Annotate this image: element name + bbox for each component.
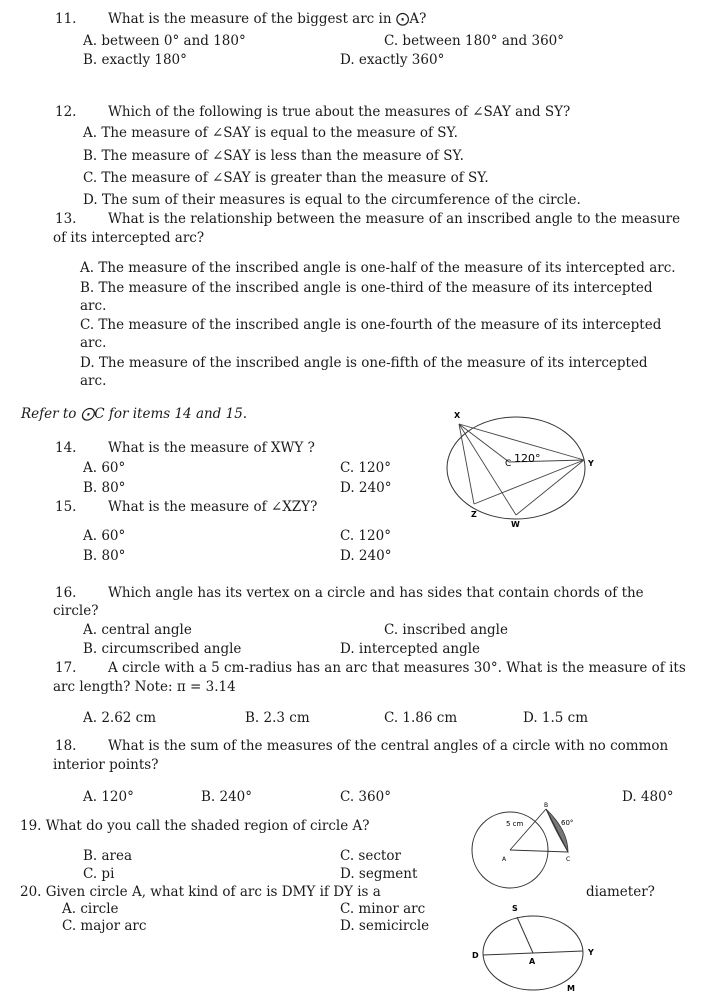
q16-option-a[interactable]: A. central angle xyxy=(83,622,192,638)
q13-number: 13. xyxy=(55,211,77,227)
q16-option-d[interactable]: D. intercepted angle xyxy=(340,641,481,657)
circle-a-diameter-figure xyxy=(465,898,605,998)
q18-question-line2: interior points? xyxy=(53,757,159,773)
q17-number: 17. xyxy=(55,660,77,676)
q18-question-line1: What is the sum of the measures of the central angles of a circle with no common xyxy=(108,738,669,754)
q12-option-a[interactable]: A. The measure of ∠SAY is equal to the measure of SY. xyxy=(83,125,458,141)
q13-question-line1: What is the relationship between the measure of an inscribed angle to the measure xyxy=(108,211,681,227)
q16-number: 16. xyxy=(55,585,77,601)
q11-option-c[interactable]: C. between 180° and 360° xyxy=(384,33,565,49)
radius-as xyxy=(517,917,533,953)
q12-option-d[interactable]: D. The sum of their measures is equal to the circumference of the circle. xyxy=(83,192,581,208)
label-5cm: 5 cm xyxy=(506,820,524,828)
q15-option-b[interactable]: B. 80° xyxy=(83,548,126,564)
radius-ac xyxy=(510,850,568,852)
q13-question-line2: of its intercepted arc? xyxy=(53,230,205,246)
q16-question-line2: circle? xyxy=(53,603,99,619)
q15-option-a[interactable]: A. 60° xyxy=(83,528,126,544)
label-c: C xyxy=(505,459,512,469)
q18-option-b[interactable]: B. 240° xyxy=(201,789,253,805)
label-a: A xyxy=(529,957,536,966)
q18-option-a[interactable]: A. 120° xyxy=(83,789,134,805)
q17-question-line1: A circle with a 5 cm-radius has an arc that measures 30°. What is the measure of its xyxy=(108,660,686,676)
q12-option-c[interactable]: C. The measure of ∠SAY is greater than the measure of SY. xyxy=(83,170,489,186)
q11-question: What is the measure of the biggest arc in ⨀A? xyxy=(108,11,427,27)
q13-option-a[interactable]: A. The measure of the inscribed angle is one-half of the measure of its intercepted arc. xyxy=(80,260,676,276)
chord-zy xyxy=(474,460,584,504)
radius-ab xyxy=(510,809,546,850)
q13-option-c-line2[interactable]: arc. xyxy=(80,335,107,351)
label-x: X xyxy=(454,411,461,420)
q19-option-c-pi[interactable]: C. pi xyxy=(83,866,115,882)
q15-option-d[interactable]: D. 240° xyxy=(340,548,392,564)
label-angle-120: 120° xyxy=(514,452,541,465)
q20-question-line1: 20. Given circle A, what kind of arc is DMY if DY is a xyxy=(20,884,381,900)
q17-option-a[interactable]: A. 2.62 cm xyxy=(83,710,157,726)
q13-option-d-line1[interactable]: D. The measure of the inscribed angle is one-fifth of the measure of its intercepted xyxy=(80,355,648,371)
q11-option-b[interactable]: B. exactly 180° xyxy=(83,52,187,68)
q18-option-d[interactable]: D. 480° xyxy=(622,789,674,805)
q14-option-d[interactable]: D. 240° xyxy=(340,480,392,496)
label-60: 60° xyxy=(561,819,574,827)
q14-option-a[interactable]: A. 60° xyxy=(83,460,126,476)
q11-option-d[interactable]: D. exactly 360° xyxy=(340,52,445,68)
q17-option-b[interactable]: B. 2.3 cm xyxy=(245,710,310,726)
q20-option-c-minor[interactable]: C. minor arc xyxy=(340,901,426,917)
q19-option-c-sector[interactable]: C. sector xyxy=(340,848,401,864)
q19-option-d[interactable]: D. segment xyxy=(340,866,418,882)
q15-option-c[interactable]: C. 120° xyxy=(340,528,391,544)
q15-number: 15. xyxy=(55,499,77,515)
q12-question: Which of the following is true about the measures of ∠SAY and SY? xyxy=(108,104,571,120)
q12-number: 12. xyxy=(55,104,77,120)
label-y: Y xyxy=(588,459,594,468)
label-b: B xyxy=(544,802,549,809)
q16-question-line1: Which angle has its vertex on a circle and has sides that contain chords of the xyxy=(108,585,644,601)
refer-note: Refer to ⨀C for items 14 and 15. xyxy=(21,406,248,422)
q13-option-b-line1[interactable]: B. The measure of the inscribed angle is one-third of the measure of its intercepted xyxy=(80,280,653,296)
radius-cx xyxy=(459,424,509,462)
chord-bc xyxy=(546,809,568,852)
label-m: M xyxy=(567,984,575,993)
q17-option-c[interactable]: C. 1.86 cm xyxy=(384,710,458,726)
circle-a-segment-figure xyxy=(470,800,585,890)
q14-option-b[interactable]: B. 80° xyxy=(83,480,126,496)
q13-option-d-line2[interactable]: arc. xyxy=(80,373,107,389)
q15-question: What is the measure of ∠XZY? xyxy=(108,499,318,515)
q14-option-c[interactable]: C. 120° xyxy=(340,460,391,476)
label-w: W xyxy=(511,520,520,529)
q11-number: 11. xyxy=(55,11,77,27)
q17-question-line2: arc length? Note: π = 3.14 xyxy=(53,679,236,695)
q20-option-c-major[interactable]: C. major arc xyxy=(62,918,147,934)
q20-option-a[interactable]: A. circle xyxy=(62,901,119,917)
q13-option-b-line2[interactable]: arc. xyxy=(80,298,107,314)
q18-option-c[interactable]: C. 360° xyxy=(340,789,391,805)
label-a: A xyxy=(502,856,507,863)
q17-option-d[interactable]: D. 1.5 cm xyxy=(523,710,589,726)
q19-question: 19. What do you call the shaded region of circle A? xyxy=(20,818,370,834)
q12-option-b[interactable]: B. The measure of ∠SAY is less than the measure of SY. xyxy=(83,148,464,164)
q19-option-b[interactable]: B. area xyxy=(83,848,133,864)
q11-option-a[interactable]: A. between 0° and 180° xyxy=(83,33,246,49)
chord-wy xyxy=(516,460,584,515)
label-s: S xyxy=(512,904,518,913)
label-d: D xyxy=(472,951,479,960)
q20-question-line2: diameter? xyxy=(586,884,655,900)
q18-number: 18. xyxy=(55,738,77,754)
q16-option-c[interactable]: C. inscribed angle xyxy=(384,622,508,638)
q16-option-b[interactable]: B. circumscribed angle xyxy=(83,641,242,657)
q14-number: 14. xyxy=(55,440,77,456)
q20-option-d[interactable]: D. semicircle xyxy=(340,918,430,934)
label-z: Z xyxy=(471,510,477,519)
circle-c-figure xyxy=(440,405,610,540)
q14-question: What is the measure of XWY ? xyxy=(108,440,315,456)
label-y: Y xyxy=(588,948,594,957)
q13-option-c-line1[interactable]: C. The measure of the inscribed angle is one-fourth of the measure of its intercepted xyxy=(80,317,662,333)
label-c: C xyxy=(566,856,571,863)
